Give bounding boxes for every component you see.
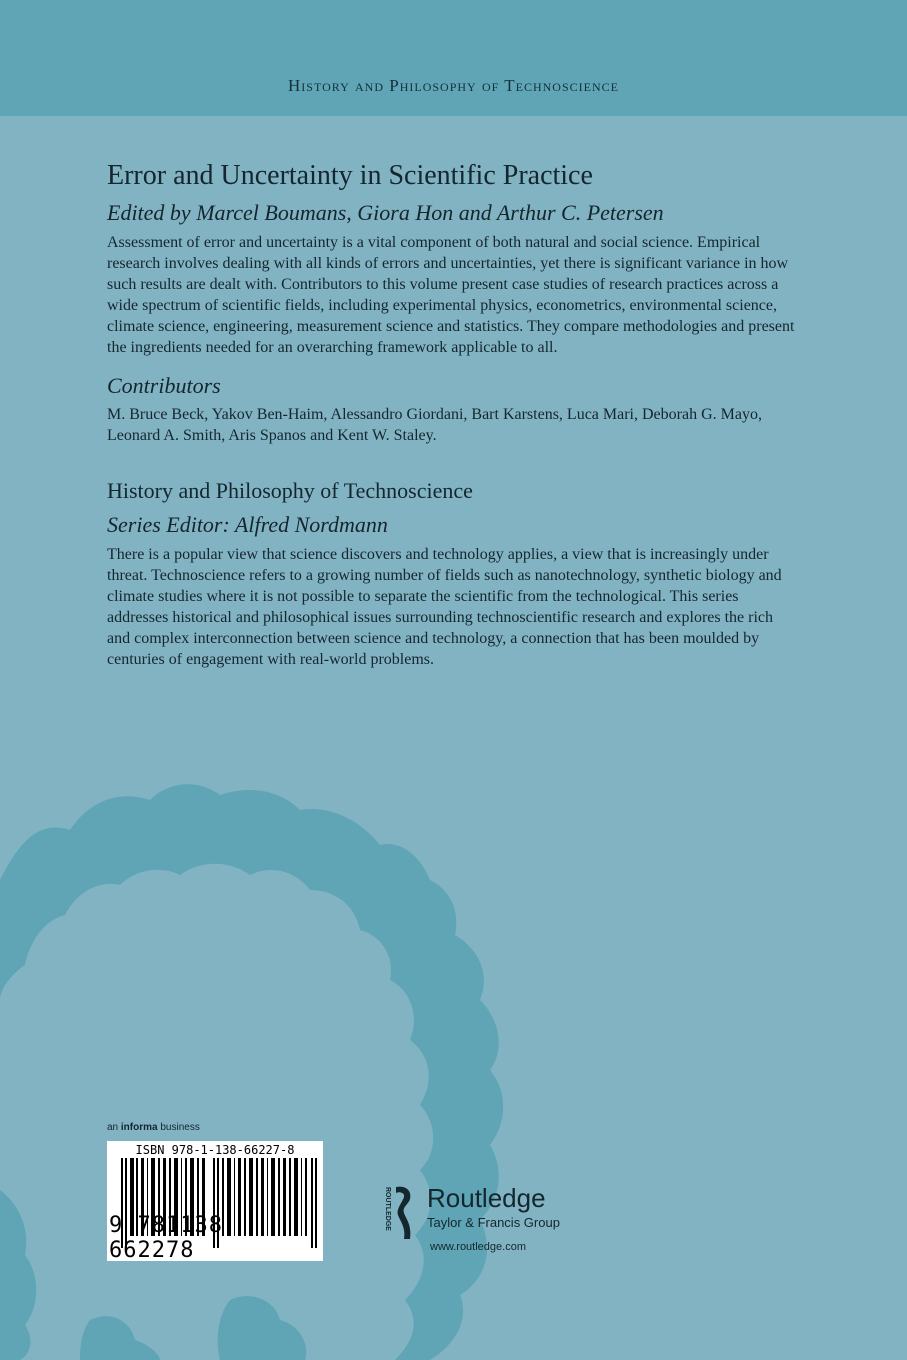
- isbn-barcode: [107, 1141, 323, 1261]
- series-editor: Series Editor: Alfred Nordmann: [107, 512, 388, 537]
- series-description: There is a popular view that science discovers and technology applies, a view that is increasingly under threat. Technoscience refers to a growing number of fields such as nanotechnology, synthetic biology and climate studies where it is not possible to separate the scientific from the technological. This series addresses historical and philosophical issues surrounding technoscientific research and explores the rich and complex interconnection between science and technology, a connection that has been moulded by centuries of engagement with real-world problems.: [107, 546, 782, 668]
- book-editors: Edited by Marcel Boumans, Giora Hon and Arthur C. Petersen: [107, 200, 664, 225]
- publisher-block: [380, 1185, 600, 1265]
- isbn-digits: 9 781138 662278: [109, 1213, 223, 1263]
- publisher-group: Taylor & Francis Group: [427, 1215, 560, 1230]
- contributors-list: M. Bruce Beck, Yakov Ben-Haim, Alessandro Giordani, Bart Karstens, Luca Mari, Deborah G. Mayo, Leonard A. Smith, Aris Spanos and Kent W. Staley.: [107, 406, 762, 444]
- isbn-label: ISBN 978-1-138-66227-8: [135, 1143, 295, 1157]
- series-title: History and Philosophy of Technoscience: [107, 478, 473, 503]
- publisher-url[interactable]: www.routledge.com: [430, 1241, 526, 1253]
- informa-tagline: [107, 1122, 200, 1133]
- publisher-name: Routledge: [427, 1183, 546, 1213]
- wreath-decoration: [0, 760, 620, 1360]
- contributors-heading: Contributors: [107, 373, 221, 398]
- informa-prefix: an: [107, 1122, 121, 1133]
- informa-brand: informa: [120, 1122, 158, 1133]
- main-content: [107, 158, 797, 670]
- informa-suffix: business: [157, 1122, 200, 1133]
- series-header: History and Philosophy of Technoscience: [288, 76, 619, 95]
- routledge-logo-icon: [380, 1185, 420, 1241]
- series-band: [0, 0, 907, 116]
- book-title: Error and Uncertainty in Scientific Practice: [107, 160, 593, 191]
- svg-text:ROUTLEDGE: ROUTLEDGE: [384, 1187, 391, 1231]
- book-description: Assessment of error and uncertainty is a vital component of both natural and social science. Empirical research involves dealing with all kinds of errors and uncertainties, yet there is significant variance in how such results are dealt with. Contributors to this volume present case studies of research practices across a wide spectrum of scientific fields, including experimental physics, econometrics, environmental science, climate science, engineering, measurement science and statistics. They compare methodologies and present the ingredients needed for an overarching framework applicable to all.: [107, 234, 795, 356]
